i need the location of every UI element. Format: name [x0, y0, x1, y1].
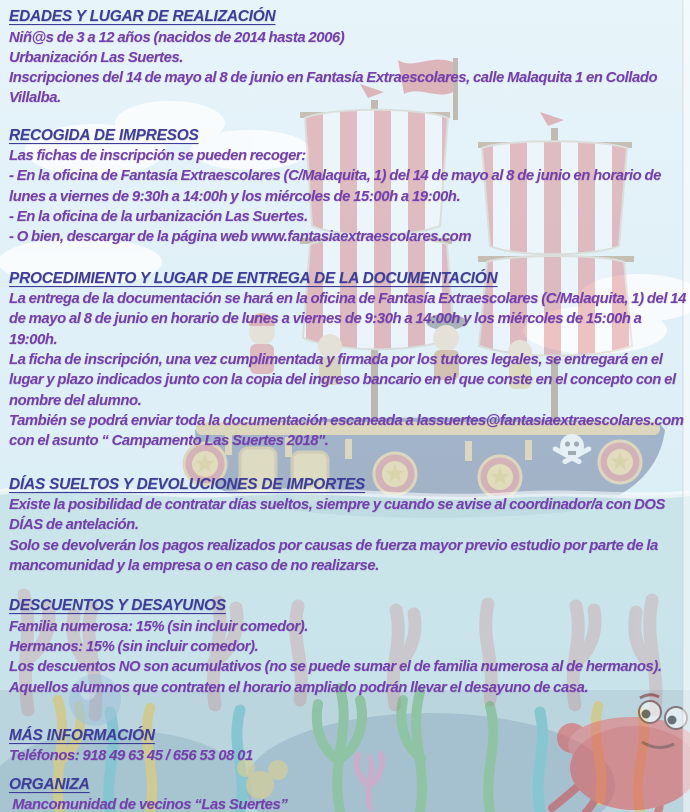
paragraph: - O bien, descargar de la página web www.fantasiaextraescolares.com: [9, 229, 472, 246]
section-heading: PROCEDIMIENTO Y LUGAR DE ENTREGA DE LA DOCUMENTACIÓN: [9, 269, 498, 287]
paragraph: Inscripciones del 14 de mayo al 8 de junio en Fantasía Extraescolares, calle Malaquita 1 en Collado Villalba.: [9, 70, 661, 107]
paragraph: - En la oficina de la urbanización Las Suertes.: [9, 209, 308, 226]
section-organiza: [9, 775, 686, 812]
paragraph: Urbanización Las Suertes.: [9, 49, 184, 66]
paragraph: Solo se devolverán los pagos realizados por causas de fuerza mayor previo estudio por parte de la mancomunidad y la empresa o en caso de no realizarse.: [9, 537, 662, 574]
paragraph: La entrega de la documentación se hará en la oficina de Fantasía Extraescolares (C/Malaquita, 1) del 14 de mayo al 8 de junio en horario de lunes a viernes de 9:30h a 14:00h y los miércoles de 15:00h a 19:00h.: [9, 291, 690, 348]
paragraph: Teléfonos: 918 49 63 45 / 656 53 08 01: [9, 748, 253, 765]
section-recogida: [9, 126, 686, 248]
section-dias-sueltos: [9, 475, 686, 577]
paragraph: La ficha de inscripción, una vez cumplimentada y firmada por los tutores legales, se entregará en el lugar y plazo indicados junto con la copia del ingreso bancario en el que conste en el concepto con el nombre del alumno.: [9, 352, 679, 409]
section-heading: RECOGIDA DE IMPRESOS: [9, 126, 199, 144]
paragraph: Mancomunidad de vecinos “Las Suertes”: [9, 797, 288, 812]
paragraph: Familia numerosa: 15% (sin incluir comedor).: [9, 618, 308, 635]
section-procedimiento: [9, 269, 690, 452]
paragraph: Las fichas de inscripción se pueden recoger:: [9, 148, 306, 165]
paragraph: También se podrá enviar toda la documentación escaneada a lassuertes@fantasiaextraescolares.com con el asunto “ Campamento Las Suertes 2018".: [9, 412, 687, 450]
section-mas-informacion: [9, 726, 686, 767]
section-heading: DÍAS SUELTOS Y DEVOLUCIONES DE IMPORTES: [9, 475, 365, 493]
section-heading: DESCUENTOS Y DESAYUNOS: [9, 597, 226, 615]
paragraph: Existe la posibilidad de contratar días sueltos, siempre y cuando se avise al coordinador/a con DOS DÍAS de antelación.: [9, 497, 669, 534]
section-heading: ORGANIZA: [9, 775, 90, 793]
section-edades: [9, 7, 686, 109]
paragraph: Los descuentos NO son acumulativos (no se puede sumar el de familia numerosa al de hermanos).: [9, 659, 662, 676]
paragraph: Niñ@s de 3 a 12 años (nacidos de 2014 hasta 2006): [9, 29, 345, 46]
paragraph: Aquellos alumnos que contraten el horario ampliado podrán llevar el desayuno de casa.: [9, 679, 589, 696]
paragraph: Hermanos: 15% (sin incluir comedor).: [9, 639, 259, 656]
section-heading: EDADES Y LUGAR DE REALIZACIÓN: [9, 8, 276, 25]
section-heading: MÁS INFORMACIÓN: [9, 726, 155, 744]
section-descuentos: [9, 596, 686, 698]
paragraph: - En la oficina de Fantasía Extraescolares (C/Malaquita, 1) del 14 de mayo al 8 de junio en horario de lunes a viernes de 9:30h a 14:00h y los miércoles de 15:00h a 19:00h.: [9, 168, 665, 205]
